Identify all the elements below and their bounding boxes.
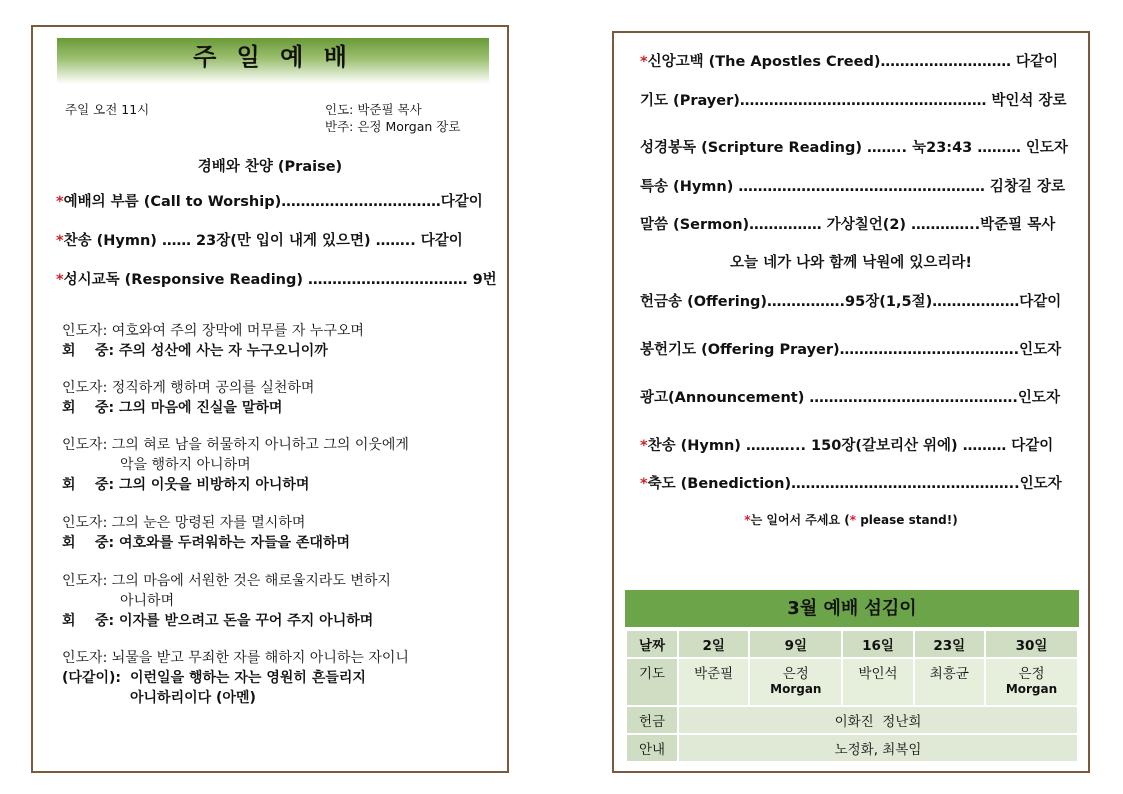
congregation-label: 회 중: — [62, 400, 115, 416]
order-item-benediction — [640, 472, 1062, 493]
congregation-line — [62, 532, 350, 552]
row-label-date: 날짜 — [627, 631, 677, 657]
praise-heading: 경배와 찬양 (Praise) — [197, 159, 343, 175]
stand-marker: * — [640, 54, 648, 70]
leader-line — [62, 434, 409, 454]
prayer-name: 은정 — [1018, 666, 1045, 682]
date-cell: 16일 — [843, 631, 912, 657]
leader-label: 인도자: — [62, 650, 108, 666]
item-text: 기도 (Prayer)…………………………………………… 박인석 장로 — [640, 93, 1067, 109]
date-cell: 9일 — [750, 631, 841, 657]
leader-line — [62, 647, 409, 667]
prayer-name: 박인석 — [858, 666, 898, 682]
congregation-label: 회 중: — [62, 613, 115, 629]
leader-label: 인도자: — [62, 515, 108, 531]
order-item-offering-prayer — [640, 338, 1061, 359]
leader-line-cont: 아니하며 — [120, 593, 175, 609]
stand-note — [614, 511, 1088, 528]
leader-line — [62, 512, 350, 532]
reading-block-5 — [62, 570, 391, 630]
leader-label: 인도자: — [62, 323, 108, 339]
congregation-text: 주의 성산에 사는 자 누구오니이까 — [119, 343, 328, 359]
stand-marker: * — [56, 233, 64, 249]
date-cell: 30일 — [986, 631, 1077, 657]
leader-label: 인도자: — [62, 573, 108, 589]
item-text: 봉헌기도 (Offering Prayer)……………………………….인도자 — [640, 342, 1062, 358]
order-item-special-hymn — [640, 175, 1065, 196]
date-cell: 2일 — [679, 631, 748, 657]
reading-block-4 — [62, 512, 350, 552]
offering-cell: 이화진 정난희 — [679, 707, 1077, 733]
order-item-sermon — [640, 213, 1055, 234]
reading-block-6 — [62, 647, 409, 707]
leader-line-cont: 악을 행하지 아니하며 — [120, 457, 251, 473]
congregation-line — [62, 397, 314, 417]
congregation-text: 그의 이웃을 비방하지 아니하며 — [119, 477, 310, 493]
prayer-cell — [750, 659, 841, 705]
order-item-scripture — [640, 136, 1068, 157]
order-item-creed — [640, 50, 1058, 71]
left-page — [31, 25, 509, 773]
congregation-text: 여호와를 두려워하는 자들을 존대하며 — [119, 535, 351, 551]
prayer-name: 최흥균 — [929, 666, 969, 682]
congregation-text: 이자를 받으려고 돈을 꾸어 주지 아니하며 — [119, 613, 374, 629]
leader-text: 그의 혀로 남을 허물하지 아니하고 그의 이웃에게 — [111, 437, 409, 453]
schedule-table — [625, 629, 1079, 763]
order-item-prayer — [640, 89, 1067, 110]
accompanist-info: 반주: 은정 Morgan 장로 — [325, 119, 461, 134]
congregation-label: 회 중: — [62, 535, 115, 551]
item-text: 예배의 부름 (Call to Worship)……………………………다같이 — [63, 194, 483, 210]
prayer-cell — [843, 659, 912, 705]
congregation-line — [62, 340, 364, 360]
item-text: 찬송 (Hymn) ………... 150장(갈보리산 위에) ……… 다같이 — [647, 438, 1054, 454]
leader-text: 뇌물을 받고 무죄한 자를 해하지 아니하는 자이니 — [111, 650, 409, 666]
table-row — [627, 735, 1077, 761]
order-item-responsive-reading — [56, 268, 497, 289]
reading-block-3 — [62, 434, 409, 494]
congregation-label: 회 중: — [62, 343, 115, 359]
row-label-guide: 안내 — [627, 735, 677, 761]
item-text: 축도 (Benediction)………………………………………..인도자 — [647, 476, 1062, 492]
prayer-name-2: Morgan — [770, 682, 822, 696]
row-label-prayer: 기도 — [627, 659, 677, 705]
title-banner — [57, 38, 489, 84]
prayer-cell — [986, 659, 1077, 705]
item-text: 헌금송 (Offering)…………….95장(1,5절)………………다같이 — [640, 294, 1062, 310]
reading-block-2 — [62, 377, 314, 417]
stand-marker: * — [849, 513, 857, 527]
congregation-line — [62, 610, 391, 630]
stand-marker: * — [640, 476, 648, 492]
leader-line — [62, 570, 391, 590]
congregation-text: 그의 마음에 진실을 말하며 — [119, 400, 283, 416]
item-text: 광고(Announcement) …………………………………….인도자 — [640, 390, 1060, 406]
leader-text: 여호와여 주의 장막에 머무를 자 누구오며 — [111, 323, 364, 339]
date-cell: 23일 — [915, 631, 984, 657]
reading-block-1 — [62, 320, 364, 360]
item-text: 특송 (Hymn) …………………………………………… 김창길 장로 — [640, 179, 1066, 195]
congregation-label: (다같이): — [62, 670, 121, 686]
leader-label: 인도자: — [62, 437, 108, 453]
prayer-cell — [679, 659, 748, 705]
order-item-hymn — [56, 229, 463, 250]
stand-note-end: please stand!) — [856, 513, 958, 527]
item-text: 신앙고백 (The Apostles Creed)……………………… 다같이 — [647, 54, 1059, 70]
right-page — [612, 31, 1090, 773]
order-item-announcement — [640, 386, 1060, 407]
item-text: 성경봉독 (Scripture Reading) …….. 눅23:43 ……… 인도자 — [640, 140, 1068, 156]
stand-marker: * — [640, 438, 648, 454]
schedule-title: 3월 예배 섬김이 — [625, 590, 1079, 627]
prayer-name: 은정 — [782, 666, 809, 682]
table-row — [627, 631, 1077, 657]
page-title: 주 일 예 배 — [193, 43, 353, 71]
sermon-title — [614, 251, 1088, 272]
congregation-line — [62, 667, 409, 687]
leader-line — [62, 377, 314, 397]
item-text: 찬송 (Hymn) …… 23장(만 입이 내게 있으면) …….. 다같이 — [63, 233, 463, 249]
leader-text: 그의 눈은 망령된 자를 멸시하며 — [111, 515, 306, 531]
stand-marker: * — [56, 194, 64, 210]
guide-cell: 노정화, 최복임 — [679, 735, 1077, 761]
leader-line — [62, 320, 364, 340]
leader-text: 그의 마음에 서원한 것은 해로울지라도 변하지 — [111, 573, 391, 589]
service-time: 주일 오전 11시 — [65, 102, 150, 117]
prayer-cell — [915, 659, 984, 705]
leader-text: 정직하게 행하며 공의를 실천하며 — [111, 380, 315, 396]
prayer-name: 박준필 — [694, 666, 734, 682]
leader-info: 인도: 박준필 목사 — [325, 102, 422, 117]
table-row — [627, 659, 1077, 705]
table-row — [627, 707, 1077, 733]
order-item-offering — [640, 290, 1061, 311]
item-text: 말씀 (Sermon)…………… 가상칠언(2) …………..박준필 목사 — [640, 217, 1056, 233]
row-label-offering: 헌금 — [627, 707, 677, 733]
congregation-label: 회 중: — [62, 477, 115, 493]
leader-label: 인도자: — [62, 380, 108, 396]
congregation-text: 이런일을 행하는 자는 영원히 흔들리지 — [130, 670, 366, 686]
stand-marker: * — [56, 272, 64, 288]
stand-marker: * — [744, 513, 751, 527]
stand-note-text: 는 일어서 주세요 ( — [750, 513, 850, 527]
order-item-call-to-worship — [56, 190, 483, 211]
congregation-line-cont: 아니하리이다 (아멘) — [130, 690, 256, 706]
item-text: 오늘 네가 나와 함께 낙원에 있으리라! — [730, 255, 972, 271]
item-text: 성시교독 (Responsive Reading) …………………………… 9번 — [63, 272, 497, 288]
prayer-name-2: Morgan — [1005, 682, 1058, 696]
order-item-closing-hymn — [640, 434, 1053, 455]
congregation-line — [62, 474, 409, 494]
